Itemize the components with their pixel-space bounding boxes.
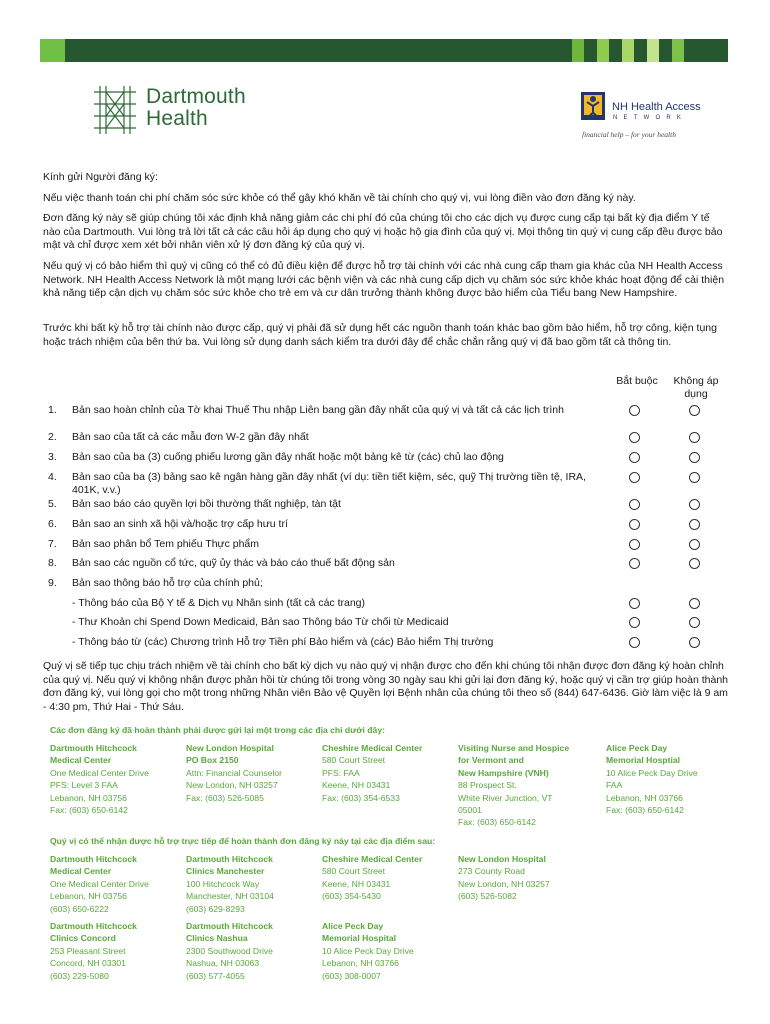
address-block (186, 853, 326, 915)
address-name: Alice Peck Day (322, 921, 384, 931)
dartmouth-health-wordmark (146, 86, 246, 130)
nh-logo-network: NETWORK (613, 115, 688, 121)
item-text: Bản sao các nguồn cổ tức, quỹ ủy thác và báo cáo thuế bất động sản (72, 557, 395, 569)
address-block (322, 742, 462, 804)
required-radio[interactable] (629, 499, 640, 510)
address-line: 580 Court Street (322, 755, 386, 766)
address-line: Attn: Financial Counselor (186, 767, 283, 778)
address-line: 580 Court Street (322, 866, 386, 877)
not-applicable-radio[interactable] (689, 598, 700, 609)
address-block (186, 742, 326, 804)
address-line: Fax: (603) 650-6142 (606, 805, 684, 816)
not-applicable-radio[interactable] (689, 558, 700, 569)
col-not-applicable-header: Không áp dụng (673, 375, 719, 400)
address-name: New Hampshire (VNH) (458, 767, 549, 778)
not-applicable-radio[interactable] (689, 452, 700, 463)
not-applicable-radio[interactable] (689, 432, 700, 443)
header-band (40, 39, 728, 62)
address-name: Medical Center (50, 866, 112, 877)
intro-paragraph-2: Đơn đăng ký này sẽ giúp chúng tôi xác định khả năng giảm các chi phí đó của chúng tôi cho các dịch vụ được cung cấp tại bất kỳ địa điểm Y tế nào của Dartmouth. Vui lòng trả lời tất cả các câu hỏi áp dụng cho quý vị hoặc hộ gia đình của quý vị. Mọi thông tin quý vị cung cấp đều được bảo mật và chỉ được xem xét bởi nhân viên xử lý đơn đăng ký của quý vị. (43, 212, 723, 252)
address-line: 88 Prospect St. (458, 780, 517, 791)
item-text: Bản sao của tất cả các mẫu đơn W-2 gần đây nhất (72, 431, 309, 443)
item-text: - Thông báo của Bộ Y tế & Dịch vụ Nhân sinh (tất cả các trang) (72, 597, 366, 609)
mail-section-title: Các đơn đăng ký đã hoàn thành phải được gửi lại một trong các địa chỉ dưới đây: (50, 725, 385, 735)
address-name: Clinics Concord (50, 933, 116, 944)
address-line: White River Junction, VT (458, 792, 553, 803)
address-line: 100 Hitchcock Way (186, 878, 260, 889)
address-line: Nashua, NH 03063 (186, 958, 260, 969)
not-applicable-radio[interactable] (689, 539, 700, 550)
band-square (672, 39, 684, 62)
col-required-header: Bắt buộc (616, 375, 658, 387)
required-radio[interactable] (629, 539, 640, 550)
item-number: 4. (48, 471, 57, 483)
required-radio[interactable] (629, 637, 640, 648)
address-line: New London, NH 03257 (458, 878, 550, 889)
item-number: 9. (48, 577, 57, 589)
address-line: 10 Alice Peck Day Drive (606, 767, 698, 778)
item-text: Bản sao hoàn chỉnh của Tờ khai Thuế Thu nhập Liên bang gần đây nhất của quý vị và tất cả các lịch trình (72, 404, 564, 416)
address-line: 253 Pleasant Street (50, 945, 126, 956)
item-number: 8. (48, 557, 57, 569)
address-block (186, 920, 326, 982)
not-applicable-radio[interactable] (689, 637, 700, 648)
intro-paragraph-1: Nếu việc thanh toán chi phí chăm sóc sức khỏe có thể gây khó khăn về tài chính cho quý vị, vui lòng điền vào đơn đăng ký này. (43, 192, 636, 204)
wordmark-line2: Health (146, 107, 208, 130)
address-line: 10 Alice Peck Day Drive (322, 945, 414, 956)
item-number: 5. (48, 498, 57, 510)
not-applicable-radio[interactable] (689, 519, 700, 530)
address-line: Keene, NH 03431 (322, 780, 391, 791)
address-name: Medical Center (50, 755, 112, 766)
required-radio[interactable] (629, 405, 640, 416)
address-name: New London Hospital (458, 854, 546, 864)
address-line: (603) 629-8293 (186, 903, 245, 914)
address-line: (603) 577-4055 (186, 970, 245, 981)
required-radio[interactable] (629, 519, 640, 530)
address-line: FAA (606, 780, 623, 791)
address-name: Dartmouth Hitchcock (50, 743, 137, 753)
item-number: 3. (48, 451, 57, 463)
address-block (50, 742, 190, 816)
address-line: Lebanon, NH 03756 (50, 792, 127, 803)
address-line: Fax: (603) 650-6142 (50, 805, 128, 816)
item-text: Bản sao của ba (3) cuống phiếu lương gần đây nhất hoặc một bảng kê từ (các) chủ lao động (72, 451, 504, 463)
item-text: - Thư Khoản chi Spend Down Medicaid, Bản sao Thông báo Từ chối từ Medicaid (72, 616, 449, 628)
address-line: Keene, NH 03431 (322, 878, 391, 889)
address-line: Lebanon, NH 03766 (322, 958, 399, 969)
address-name: Clinics Nashua (186, 933, 248, 944)
address-line: New London, NH 03257 (186, 780, 278, 791)
not-applicable-radio[interactable] (689, 499, 700, 510)
address-name: Visiting Nurse and Hospice (458, 743, 570, 753)
required-radio[interactable] (629, 617, 640, 628)
address-line: (603) 526-5082 (458, 891, 517, 902)
closing-paragraph: Quý vị sẽ tiếp tục chịu trách nhiệm về tài chính cho bất kỳ dịch vụ nào quý vị nhận được cho đến khi chúng tôi nhận được đơn đăng ký hoàn chỉnh của quý vị. Nếu quý vị không nhận được phản hồi từ chúng tôi trong vòng 30 ngày sau khi gửi lại đơn đăng ký, hoặc quý vị cần trợ giúp hoàn thành đơn đăng ký, vui lòng gọi cho một trong những Nhân viên Bảo vệ Quyền lợi Bệnh nhân của chúng tôi theo số (844) 647-6436. Giờ làm việc là 9 am - 4:30 pm, Thứ Hai - Thứ Sáu. (43, 660, 729, 713)
address-line: 273 County Road (458, 866, 525, 877)
item-text: Bản sao an sinh xã hội và/hoặc trợ cấp hưu trí (72, 518, 288, 530)
band-square (572, 39, 584, 62)
address-block (50, 853, 190, 915)
band-square (597, 39, 609, 62)
address-name: Dartmouth Hitchcock (50, 854, 137, 864)
wordmark-line1: Dartmouth (146, 85, 246, 108)
address-line: PFS: Level 3 FAA (50, 780, 118, 791)
item-text: Bản sao thông báo hỗ trợ của chính phủ; (72, 577, 263, 589)
required-radio[interactable] (629, 598, 640, 609)
item-number: 6. (48, 518, 57, 530)
address-block (606, 742, 746, 816)
required-radio[interactable] (629, 472, 640, 483)
address-name: for Vermont and (458, 755, 524, 766)
band-square (622, 39, 634, 62)
address-block (458, 853, 598, 903)
address-line: PFS: FAA (322, 767, 360, 778)
address-line: One Medical Center Drive (50, 878, 149, 889)
item-number: 7. (48, 538, 57, 550)
item-number: 1. (48, 404, 57, 416)
required-radio[interactable] (629, 452, 640, 463)
intro-paragraph-3: Nếu quý vị có bảo hiểm thì quý vị cũng có thể có đủ điều kiện để được hỗ trợ tài chính với các nhà cung cấp tham gia khác của NH Health Access Network. NH Health Access Network là một mạng lưới các bệnh viện và các nhà cung cấp dịch vụ chăm sóc sức khỏe khác hoạt động để cải thiện khả năng tiếp cận dịch vụ chăm sóc sức khỏe cho trẻ em và cư dân trưởng thành không được bảo hiểm của Tiểu bang New Hampshire. (43, 260, 725, 300)
intro-paragraph-4: Trước khi bất kỳ hỗ trợ tài chính nào được cấp, quý vị phải đã sử dụng hết các nguồn thanh toán khác bao gồm bảo hiểm, hỗ trợ công, kiện tụng hoặc trách nhiệm của bên thứ ba. Vui lòng sử dụng danh sách kiểm tra dưới đây để chắc chắn rằng quý vị đã bao gồm tất cả thông tin. (43, 322, 717, 348)
address-line: (603) 354-5430 (322, 891, 381, 902)
not-applicable-radio[interactable] (689, 405, 700, 416)
item-text: - Thông báo từ (các) Chương trình Hỗ trợ Tiền phí Bảo hiểm và (các) Bảo hiểm Thị trường (72, 636, 494, 648)
required-radio[interactable] (629, 558, 640, 569)
address-name: Dartmouth Hitchcock (186, 921, 273, 931)
not-applicable-radio[interactable] (689, 617, 700, 628)
address-line: Fax: (603) 354-6533 (322, 792, 400, 803)
not-applicable-radio[interactable] (689, 472, 700, 483)
nh-logo-tagline: financial help – for your health (582, 130, 676, 139)
item-text: Bản sao báo cáo quyền lợi bồi thường thất nghiệp, tàn tật (72, 498, 341, 510)
band-square (647, 39, 659, 62)
address-line: One Medical Center Drive (50, 767, 149, 778)
address-name: New London Hospital (186, 743, 274, 753)
address-name: Memorial Hospital (322, 933, 397, 944)
nh-logo-title: NH Health Access (612, 101, 701, 113)
address-line: (603) 308-0007 (322, 970, 381, 981)
address-line: Concord, NH 03301 (50, 958, 126, 969)
required-radio[interactable] (629, 432, 640, 443)
item-number: 2. (48, 431, 57, 443)
address-line: Lebanon, NH 03756 (50, 891, 127, 902)
address-name: Cheshire Medical Center (322, 743, 423, 753)
address-name: Clinics Manchester (186, 866, 265, 877)
address-line: Manchester, NH 03104 (186, 891, 274, 902)
address-line: Lebanon, NH 03766 (606, 792, 683, 803)
item-text: Bản sao phân bổ Tem phiếu Thực phẩm (72, 538, 260, 550)
address-line: (603) 650-6222 (50, 903, 109, 914)
address-name: PO Box 2150 (186, 755, 239, 766)
address-name: Dartmouth Hitchcock (50, 921, 137, 931)
address-block (458, 742, 598, 829)
address-block (50, 920, 190, 982)
address-line: Fax: (603) 650-6142 (458, 817, 536, 828)
address-block (322, 853, 462, 903)
address-line: 05001 (458, 805, 482, 816)
address-line: (603) 229-5080 (50, 970, 109, 981)
address-line: Fax: (603) 526-5085 (186, 792, 264, 803)
address-name: Memorial Hosptial (606, 755, 681, 766)
address-line: 2300 Southwood Drive (186, 945, 273, 956)
address-block (322, 920, 462, 982)
band-square (40, 39, 65, 62)
greeting: Kính gửi Người đăng ký: (43, 171, 158, 183)
address-name: Dartmouth Hitchcock (186, 854, 273, 864)
address-name: Alice Peck Day (606, 743, 668, 753)
item-text: Bản sao của ba (3) bảng sao kê ngân hàng gần đây nhất (ví dụ: tiền tiết kiệm, séc, quỹ Thị trường tiền tệ, IRA, 401K, v.v.) (72, 471, 586, 496)
address-name: Cheshire Medical Center (322, 854, 423, 864)
help-section-title: Quý vị có thể nhận được hỗ trợ trực tiếp để hoàn thành đơn đăng ký này tại các địa điểm sau: (50, 836, 436, 846)
